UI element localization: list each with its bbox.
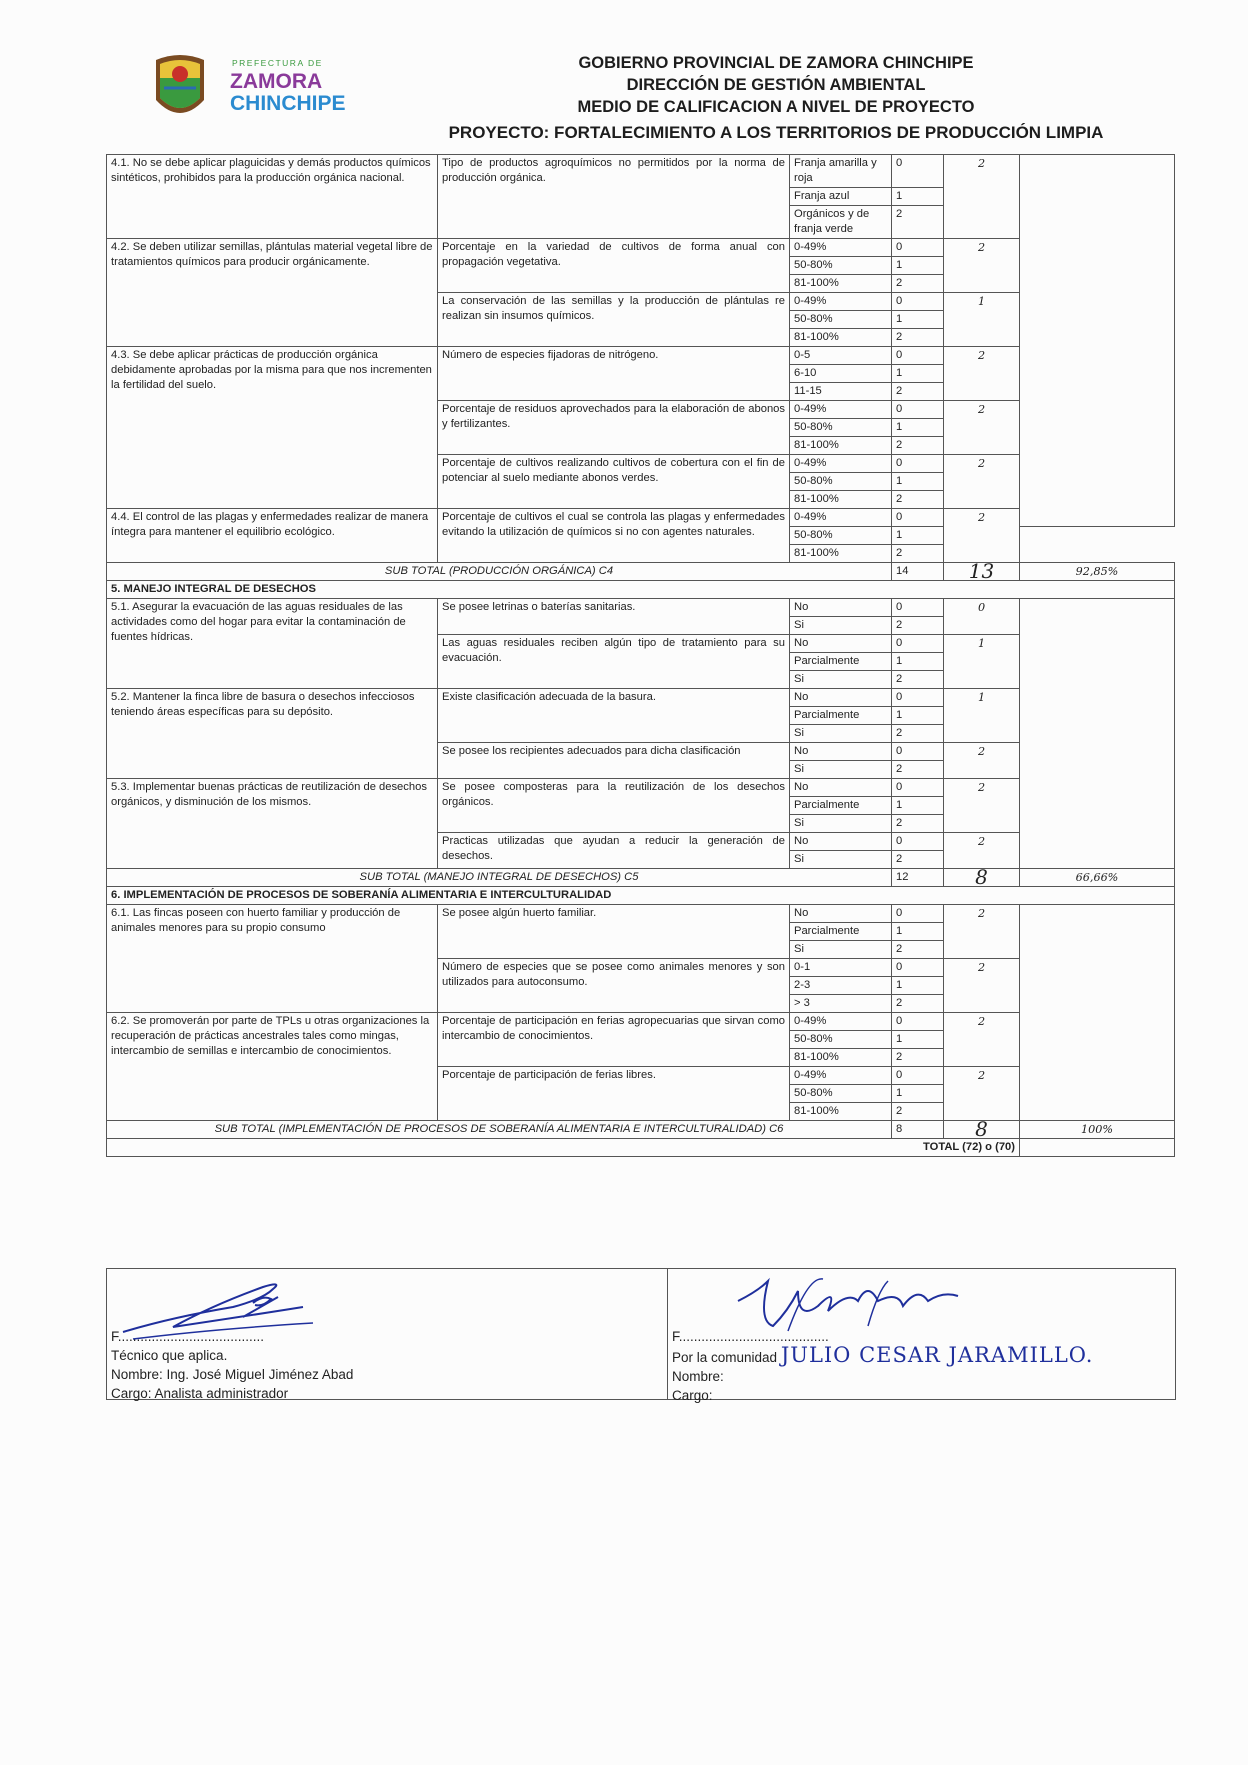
score-4-3b: 2	[944, 401, 1020, 455]
indicator-6-1a: Se posee algún huerto familiar.	[438, 905, 790, 959]
subtotal-max-c4: 14	[892, 563, 944, 581]
points-cell: 2	[892, 437, 944, 455]
requirement-6-2: 6.2. Se promoverán por parte de TPLs u otras organizaciones la recuperación de prácticas ancestrales tales como mingas, intercambio de semillas e intercambio de conocimientos.	[107, 1013, 438, 1121]
points-cell: 0	[892, 155, 944, 188]
indicator-6-2b: Porcentaje de participación de ferias libres.	[438, 1067, 790, 1121]
option-cell: 50-80%	[790, 1085, 892, 1103]
header-titles	[396, 52, 1156, 144]
points-cell: 0	[892, 599, 944, 617]
option-cell: Si	[790, 851, 892, 869]
points-cell: 1	[892, 473, 944, 491]
points-cell: 0	[892, 401, 944, 419]
table-row	[107, 155, 1175, 188]
option-cell: 6-10	[790, 365, 892, 383]
table-row	[107, 599, 1175, 617]
option-cell: Orgánicos y de franja verde	[790, 206, 892, 239]
points-cell: 2	[892, 329, 944, 347]
title-proyecto: PROYECTO: FORTALECIMIENTO A LOS TERRITORIOS DE PRODUCCIÓN LIMPIA	[448, 123, 1104, 142]
points-cell: 0	[892, 455, 944, 473]
option-cell: Si	[790, 617, 892, 635]
indicator-4-3a: Número de especies fijadoras de nitrógeno.	[438, 347, 790, 401]
points-cell: 1	[892, 1085, 944, 1103]
option-cell: Parcialmente	[790, 707, 892, 725]
points-cell: 1	[892, 527, 944, 545]
points-cell: 0	[892, 347, 944, 365]
points-cell: 1	[892, 797, 944, 815]
option-cell: 0-49%	[790, 401, 892, 419]
points-cell: 2	[892, 1049, 944, 1067]
subtotal-percent-c4: 92,85%	[1020, 563, 1175, 581]
option-cell: 0-1	[790, 959, 892, 977]
indicator-4-1: Tipo de productos agroquímicos no permitidos por la norma de producción orgánica.	[438, 155, 790, 239]
table-row	[107, 509, 1175, 527]
community-role-line	[672, 1343, 1094, 1367]
indicator-5-3b: Practicas utilizadas que ayudan a reducir la generación de desechos.	[438, 833, 790, 869]
signature-technician	[107, 1269, 668, 1399]
document-header	[106, 48, 1166, 148]
subtotal-label-c4: SUB TOTAL (PRODUCCIÓN ORGÁNICA) C4	[107, 563, 892, 581]
percent-column-c5	[1020, 599, 1175, 869]
technician-cargo: Cargo: Analista administrador	[111, 1386, 289, 1401]
title-gobierno: GOBIERNO PROVINCIAL DE ZAMORA CHINCHIPE	[578, 54, 974, 72]
signature-box	[106, 1268, 1176, 1403]
points-cell: 1	[892, 653, 944, 671]
subtotal-max-c5: 12	[892, 869, 944, 887]
score-6-2a: 2	[944, 1013, 1020, 1067]
option-cell: 50-80%	[790, 257, 892, 275]
indicator-4-3c: Porcentaje de cultivos realizando cultivos de cobertura con el fin de potenciar al suelo mediante abonos verdes.	[438, 455, 790, 509]
total-row	[107, 1139, 1175, 1157]
subtotal-max-c6: 8	[892, 1121, 944, 1139]
score-6-2b: 2	[944, 1067, 1020, 1121]
indicator-4-2b: La conservación de las semillas y la producción de plántulas re realizan sin insumos químicos.	[438, 293, 790, 347]
points-cell: 1	[892, 365, 944, 383]
option-cell: Si	[790, 941, 892, 959]
option-cell: 50-80%	[790, 1031, 892, 1049]
table-row	[107, 905, 1175, 923]
requirement-5-2: 5.2. Mantener la finca libre de basura o desechos infecciosos teniendo áreas específicas para su depósito.	[107, 689, 438, 779]
table-row	[107, 689, 1175, 707]
option-cell: Si	[790, 815, 892, 833]
subtotal-score-c5: 8	[944, 869, 1020, 887]
points-cell: 1	[892, 923, 944, 941]
points-cell: 2	[892, 1103, 944, 1121]
table-row	[107, 239, 1175, 257]
community-role: Por la comunidad	[672, 1350, 778, 1365]
points-cell: 0	[892, 635, 944, 653]
table-row	[107, 347, 1175, 365]
points-cell: 2	[892, 851, 944, 869]
score-4-2b: 1	[944, 293, 1020, 347]
option-cell: 81-100%	[790, 437, 892, 455]
community-name-label: Nombre:	[672, 1369, 724, 1384]
points-cell: 0	[892, 779, 944, 797]
subtotal-label-c5: SUB TOTAL (MANEJO INTEGRAL DE DESECHOS) C5	[107, 869, 892, 887]
title-direccion: DIRECCIÓN DE GESTIÓN AMBIENTAL	[626, 76, 926, 94]
score-4-3a: 2	[944, 347, 1020, 401]
indicator-6-2a: Porcentaje de participación en ferias agropecuarias que sirvan como intercambio de conocimientos.	[438, 1013, 790, 1067]
option-cell: 50-80%	[790, 527, 892, 545]
subtotal-score-c6: 8	[944, 1121, 1020, 1139]
points-cell: 2	[892, 491, 944, 509]
option-cell: Parcialmente	[790, 923, 892, 941]
score-6-1a: 2	[944, 905, 1020, 959]
technician-name: Nombre: Ing. José Miguel Jiménez Abad	[111, 1367, 354, 1382]
indicator-6-1b: Número de especies que se posee como animales menores y son utilizados para autoconsumo.	[438, 959, 790, 1013]
option-cell: No	[790, 635, 892, 653]
section-title-5: 5. MANEJO INTEGRAL DE DESECHOS	[107, 581, 1175, 599]
indicator-5-3a: Se posee composteras para la reutilización de los desechos orgánicos.	[438, 779, 790, 833]
score-5-3a: 2	[944, 779, 1020, 833]
option-cell: 0-49%	[790, 239, 892, 257]
points-cell: 0	[892, 905, 944, 923]
points-cell: 0	[892, 959, 944, 977]
score-5-3b: 2	[944, 833, 1020, 869]
score-4-1: 2	[944, 155, 1020, 239]
indicator-4-3b: Porcentaje de residuos aprovechados para la elaboración de abonos y fertilizantes.	[438, 401, 790, 455]
points-cell: 2	[892, 725, 944, 743]
points-cell: 2	[892, 995, 944, 1013]
points-cell: 2	[892, 671, 944, 689]
option-cell: 50-80%	[790, 419, 892, 437]
prefecture-logo	[150, 48, 370, 138]
subtotal-row-c5	[107, 869, 1175, 887]
indicator-5-1a: Se posee letrinas o baterías sanitarias.	[438, 599, 790, 635]
indicator-5-2a: Existe clasificación adecuada de la basura.	[438, 689, 790, 743]
score-5-1a: 0	[944, 599, 1020, 635]
total-label: TOTAL (72) o (70)	[107, 1139, 1020, 1157]
points-cell: 2	[892, 617, 944, 635]
logo-line1: ZAMORA	[230, 70, 323, 93]
community-cargo-label: Cargo:	[672, 1388, 713, 1403]
option-cell: Si	[790, 725, 892, 743]
community-signature-line: F........................................	[672, 1329, 829, 1344]
requirement-5-3: 5.3. Implementar buenas prácticas de reutilización de desechos orgánicos, y disminución de los mismos.	[107, 779, 438, 869]
option-cell: 81-100%	[790, 1103, 892, 1121]
points-cell: 1	[892, 1031, 944, 1049]
points-cell: 2	[892, 761, 944, 779]
subtotal-percent-c5: 66,66%	[1020, 869, 1175, 887]
indicator-4-2a: Porcentaje en la variedad de cultivos de forma anual con propagación vegetativa.	[438, 239, 790, 293]
option-cell: 81-100%	[790, 329, 892, 347]
score-5-1b: 1	[944, 635, 1020, 689]
subtotal-label-c6: SUB TOTAL (IMPLEMENTACIÓN DE PROCESOS DE SOBERANÍA ALIMENTARIA E INTERCULTURALIDAD) C6	[107, 1121, 892, 1139]
requirement-6-1: 6.1. Las fincas poseen con huerto familiar y producción de animales menores para su propio consumo	[107, 905, 438, 1013]
percent-column-c6	[1020, 905, 1175, 1121]
logo-line2: CHINCHIPE	[230, 92, 346, 115]
technician-signature-line: F.......................................	[111, 1329, 265, 1344]
points-cell: 1	[892, 977, 944, 995]
score-4-4: 2	[944, 509, 1020, 563]
score-6-1b: 2	[944, 959, 1020, 1013]
option-cell: 81-100%	[790, 1049, 892, 1067]
score-5-2a: 1	[944, 689, 1020, 743]
requirement-4-1: 4.1. No se debe aplicar plaguicidas y demás productos químicos sintéticos, prohibidos para la producción orgánica nacional.	[107, 155, 438, 239]
option-cell: Parcialmente	[790, 653, 892, 671]
technician-lines	[111, 1327, 353, 1403]
points-cell: 2	[892, 275, 944, 293]
option-cell: Parcialmente	[790, 797, 892, 815]
points-cell: 2	[892, 941, 944, 959]
section-title-6: 6. IMPLEMENTACIÓN DE PROCESOS DE SOBERANÍA ALIMENTARIA E INTERCULTURALIDAD	[107, 887, 1175, 905]
points-cell: 0	[892, 239, 944, 257]
indicator-5-2b: Se posee los recipientes adecuados para dicha clasificación	[438, 743, 790, 779]
signature-community	[668, 1269, 1174, 1403]
requirement-5-1: 5.1. Asegurar la evacuación de las aguas residuales de las actividades como del hogar para evitar la contaminación de fuentes hídricas.	[107, 599, 438, 689]
requirement-4-4: 4.4. El control de las plagas y enfermedades realizar de manera íntegra para mantener el equilibrio ecológico.	[107, 509, 438, 563]
table-row	[107, 779, 1175, 797]
option-cell: No	[790, 833, 892, 851]
points-cell: 2	[892, 206, 944, 239]
total-empty-cell	[1020, 1139, 1175, 1157]
option-cell: No	[790, 905, 892, 923]
option-cell: > 3	[790, 995, 892, 1013]
option-cell: No	[790, 689, 892, 707]
percent-column-c4	[1020, 155, 1175, 527]
points-cell: 0	[892, 743, 944, 761]
subtotal-percent-c6: 100%	[1020, 1121, 1175, 1139]
option-cell: 0-5	[790, 347, 892, 365]
title-medio: MEDIO DE CALIFICACION A NIVEL DE PROYECTO	[577, 98, 975, 116]
option-cell: 0-49%	[790, 293, 892, 311]
option-cell: 2-3	[790, 977, 892, 995]
community-lines	[672, 1327, 1093, 1405]
points-cell: 2	[892, 545, 944, 563]
logo-small-text: PREFECTURA DE	[232, 58, 323, 68]
requirement-4-3: 4.3. Se debe aplicar prácticas de producción orgánica debidamente aprobadas por la misma para que nos incrementen la fertilidad del suelo.	[107, 347, 438, 509]
points-cell: 2	[892, 383, 944, 401]
points-cell: 1	[892, 311, 944, 329]
option-cell: 50-80%	[790, 311, 892, 329]
points-cell: 0	[892, 293, 944, 311]
section-row-6	[107, 887, 1175, 905]
score-5-2b: 2	[944, 743, 1020, 779]
section-row-5	[107, 581, 1175, 599]
points-cell: 2	[892, 815, 944, 833]
indicator-4-4: Porcentaje de cultivos el cual se controla las plagas y enfermedades evitando la utilización de químicos si no con agentes naturales.	[438, 509, 790, 563]
option-cell: 81-100%	[790, 275, 892, 293]
option-cell: Franja amarilla y roja	[790, 155, 892, 188]
option-cell: 50-80%	[790, 473, 892, 491]
points-cell: 0	[892, 1013, 944, 1031]
points-cell: 1	[892, 419, 944, 437]
subtotal-score-c4: 13	[944, 563, 1020, 581]
option-cell: 0-49%	[790, 1067, 892, 1085]
points-cell: 1	[892, 188, 944, 206]
points-cell: 1	[892, 257, 944, 275]
score-4-2a: 2	[944, 239, 1020, 293]
option-cell: Si	[790, 671, 892, 689]
option-cell: 0-49%	[790, 455, 892, 473]
indicator-5-1b: Las aguas residuales reciben algún tipo de tratamiento para su evacuación.	[438, 635, 790, 689]
points-cell: 0	[892, 689, 944, 707]
evaluation-table	[106, 154, 1175, 1157]
option-cell: 0-49%	[790, 509, 892, 527]
score-4-3c: 2	[944, 455, 1020, 509]
requirement-4-2: 4.2. Se deben utilizar semillas, plántulas material vegetal libre de tratamientos químicos para producir orgánicamente.	[107, 239, 438, 347]
community-handwritten-name: JULIO CESAR JARAMILLO.	[780, 1343, 1094, 1367]
table-row	[107, 1013, 1175, 1031]
option-cell: No	[790, 779, 892, 797]
option-cell: 11-15	[790, 383, 892, 401]
subtotal-row-c6	[107, 1121, 1175, 1139]
option-cell: No	[790, 743, 892, 761]
option-cell: 0-49%	[790, 1013, 892, 1031]
points-cell: 0	[892, 1067, 944, 1085]
option-cell: Franja azul	[790, 188, 892, 206]
option-cell: 81-100%	[790, 545, 892, 563]
points-cell: 0	[892, 833, 944, 851]
technician-role: Técnico que aplica.	[111, 1348, 228, 1363]
points-cell: 1	[892, 707, 944, 725]
subtotal-row-c4	[107, 563, 1175, 581]
option-cell: Si	[790, 761, 892, 779]
option-cell: 81-100%	[790, 491, 892, 509]
option-cell: No	[790, 599, 892, 617]
points-cell: 0	[892, 509, 944, 527]
